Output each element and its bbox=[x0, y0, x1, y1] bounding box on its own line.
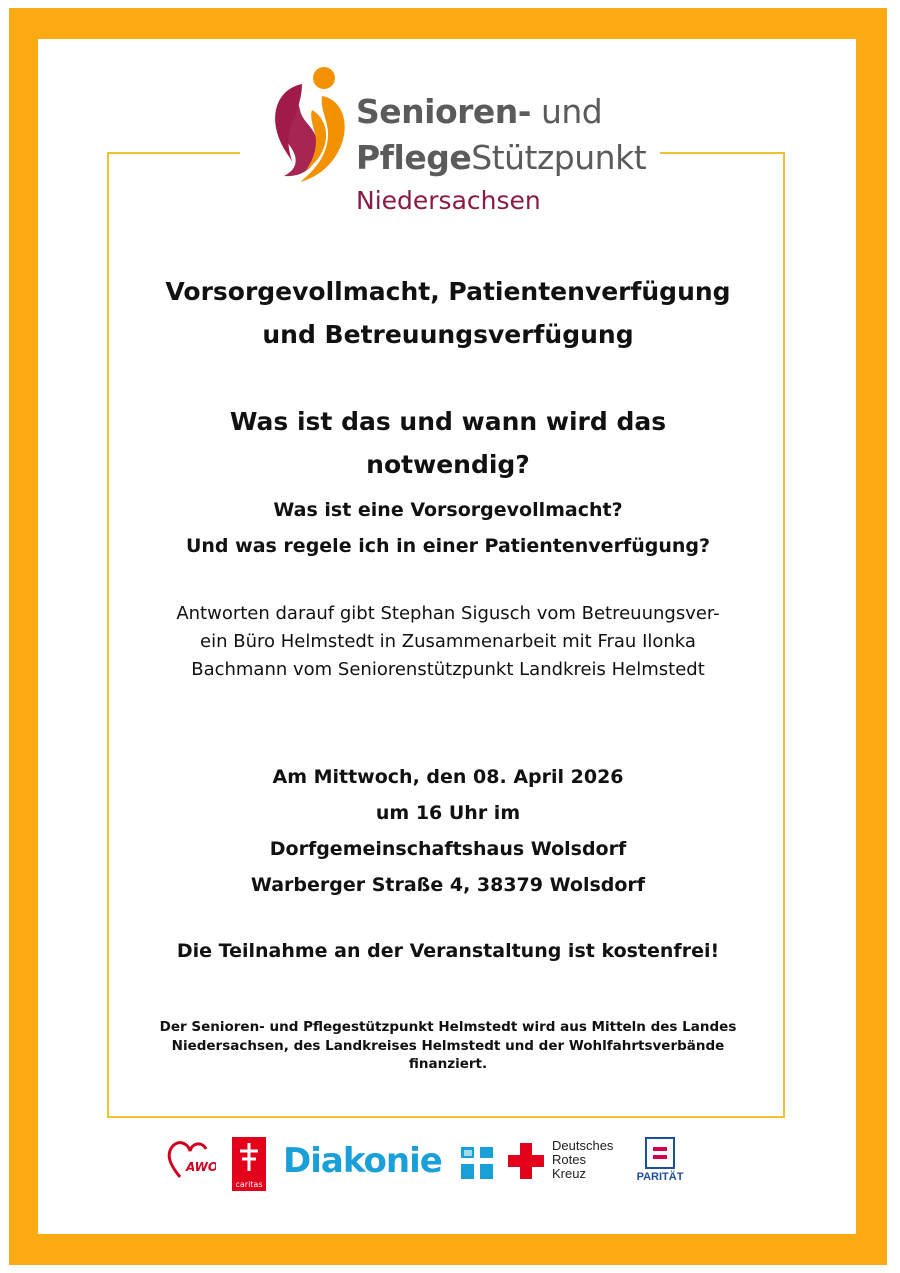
awo-heart-icon bbox=[166, 1135, 216, 1185]
title-line2: und Betreuungsverfügung bbox=[262, 320, 634, 349]
funding-line3: finanziert. bbox=[408, 1056, 488, 1072]
logo-text-line2: PflegeStützpunkt bbox=[356, 138, 647, 177]
paritaet-equals-icon bbox=[645, 1137, 675, 1169]
drk-text-line3: Kreuz bbox=[552, 1166, 586, 1181]
event-date: Am Mittwoch, den 08. April 2026 bbox=[272, 766, 624, 788]
question-line1: Was ist das und wann wird das bbox=[229, 407, 667, 436]
drk-text-line2: Rotes bbox=[552, 1152, 586, 1167]
subquestion-line1: Was ist eine Vorsorgevollmacht? bbox=[273, 499, 623, 521]
funding-notice bbox=[120, 1018, 776, 1074]
free-notice: Die Teilnahme an der Veranstaltung ist kostenfrei! bbox=[176, 940, 720, 962]
senioren-pflegestuetzpunkt-logo-icon bbox=[272, 66, 350, 184]
speaker-description bbox=[107, 600, 789, 684]
awo-logo bbox=[166, 1135, 216, 1195]
diakonie-logo bbox=[283, 1135, 498, 1195]
title-line1: Vorsorgevollmacht, Patientenverfügung bbox=[165, 277, 731, 306]
diakonie-text: Diakonie bbox=[283, 1141, 442, 1181]
event-time: um 16 Uhr im bbox=[375, 802, 521, 824]
body-line2: ein Büro Helmstedt in Zusammenarbeit mit Frau Ilonka bbox=[200, 631, 696, 652]
caritas-logo bbox=[230, 1135, 268, 1195]
question-line2: notwendig? bbox=[366, 450, 530, 479]
subquestion-line2: Und was regele ich in einer Patientenverfügung? bbox=[185, 535, 711, 557]
event-details bbox=[107, 759, 789, 903]
caritas-text: caritas bbox=[235, 1180, 263, 1189]
paritaet-logo bbox=[636, 1135, 684, 1195]
logo-text-niedersachsen: Niedersachsen bbox=[356, 186, 541, 215]
main-question bbox=[107, 400, 789, 486]
logo-text-line1: Senioren- und bbox=[356, 92, 603, 131]
event-venue: Dorfgemeinschaftshaus Wolsdorf bbox=[269, 838, 627, 860]
sub-questions bbox=[107, 492, 789, 564]
red-cross-icon bbox=[508, 1143, 544, 1179]
funding-line1: Der Senioren- und Pflegestützpunkt Helmstedt wird aus Mitteln des Landes bbox=[159, 1019, 737, 1035]
event-address: Warberger Straße 4, 38379 Wolsdorf bbox=[250, 874, 646, 896]
diakonie-cross-icon bbox=[461, 1147, 493, 1179]
paritaet-text: PARITÄT bbox=[636, 1171, 684, 1183]
body-line3: Bachmann vom Seniorenstützpunkt Landkreis Helmstedt bbox=[191, 659, 705, 680]
body-line1: Antworten darauf gibt Stephan Sigusch vom Betreuungsver- bbox=[176, 603, 720, 624]
awo-text: AWO bbox=[186, 1160, 216, 1174]
drk-logo bbox=[508, 1135, 628, 1195]
flyer-title bbox=[107, 270, 789, 356]
funding-line2: Niedersachsen, des Landkreises Helmstedt und der Wohlfahrtsverbände bbox=[171, 1037, 725, 1054]
drk-text-line1: Deutsches bbox=[552, 1138, 614, 1153]
